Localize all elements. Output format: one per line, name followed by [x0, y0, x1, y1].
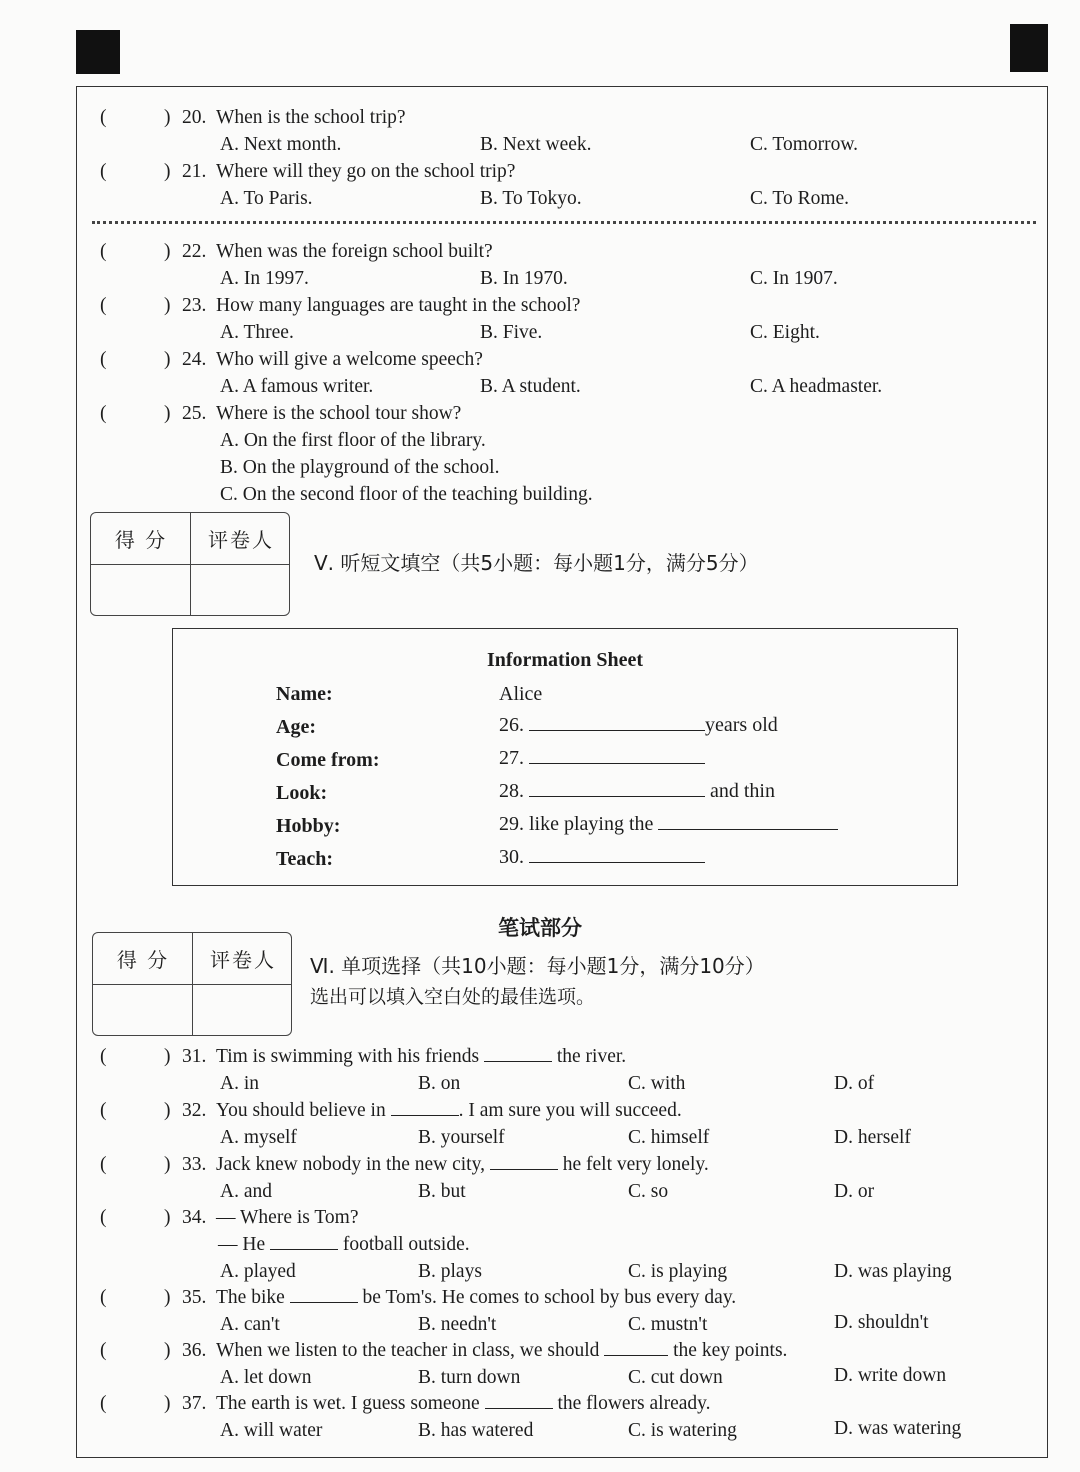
question-text-after: . I am sure you will succeed. [458, 1100, 682, 1121]
option-c: C. cut down [628, 1367, 723, 1388]
answer-paren-left: ( [100, 161, 107, 182]
answer-blank[interactable] [485, 1394, 553, 1409]
question-text: Who will give a welcome speech? [216, 349, 483, 370]
answer-blank[interactable] [529, 716, 705, 731]
answer-paren-right: ) [164, 107, 171, 128]
info-label-teach: Teach: [276, 848, 334, 870]
answer-paren-right: ) [164, 1154, 171, 1175]
answer-blank[interactable] [270, 1235, 338, 1250]
section-vi-instruction: 选出可以填入空白处的最佳选项。 [310, 986, 596, 1008]
answer-paren-right: ) [164, 241, 171, 262]
blank-number: 30. [499, 846, 524, 868]
info-value-come-from [499, 747, 705, 770]
question-text-before: — He [218, 1234, 266, 1255]
option-b: B. Next week. [480, 134, 592, 155]
question-text-line2 [218, 1235, 470, 1255]
info-label-age: Age: [276, 716, 316, 738]
information-sheet-title: Information Sheet [486, 649, 644, 671]
question-text-after: the flowers already. [557, 1393, 711, 1414]
question-text-before: When we listen to the teacher in class, we should [216, 1340, 600, 1361]
answer-blank[interactable] [658, 815, 838, 830]
answer-paren-left: ( [100, 1100, 107, 1121]
option-c: C. In 1907. [750, 268, 838, 289]
option-d: D. write down [834, 1365, 947, 1386]
option-b: B. On the playground of the school. [220, 457, 500, 478]
answer-paren-right: ) [164, 349, 171, 370]
option-a: A. will water [220, 1420, 323, 1441]
question-number: 20. [182, 107, 207, 128]
option-d: D. of [834, 1073, 875, 1094]
option-a: A. in [220, 1073, 259, 1094]
option-c: C. A headmaster. [750, 376, 883, 397]
info-value-hobby [499, 813, 838, 836]
answer-paren-right: ) [164, 403, 171, 424]
option-a: A. myself [220, 1127, 297, 1148]
question-text-after: football outside. [342, 1234, 470, 1255]
option-d: D. shouldn't [834, 1312, 929, 1333]
answer-paren-left: ( [100, 1393, 107, 1414]
question-number: 31. [182, 1046, 207, 1067]
answer-blank[interactable] [529, 749, 705, 764]
blank-number: 28. [499, 780, 524, 802]
info-value-text: Alice [499, 683, 543, 705]
option-a: A. A famous writer. [220, 376, 374, 397]
option-d: D. herself [834, 1127, 911, 1148]
option-c: C. mustn't [628, 1314, 708, 1335]
option-b: B. To Tokyo. [480, 188, 582, 209]
option-d: D. was watering [834, 1418, 962, 1439]
question-text [216, 1155, 709, 1175]
option-b: B. needn't [418, 1314, 497, 1335]
question-text: How many languages are taught in the school? [216, 295, 581, 316]
question-text-after: the key points. [673, 1340, 788, 1361]
score-box [90, 512, 290, 616]
option-c: C. himself [628, 1127, 710, 1148]
answer-blank[interactable] [529, 782, 705, 797]
answer-paren-left: ( [100, 107, 107, 128]
option-b: B. plays [418, 1261, 482, 1282]
option-a: A. Three. [220, 322, 294, 343]
question-number: 33. [182, 1154, 207, 1175]
answer-blank[interactable] [484, 1047, 552, 1062]
question-number: 36. [182, 1340, 207, 1361]
score-box [92, 932, 292, 1036]
option-b: B. A student. [480, 376, 581, 397]
blank-number: 26. [499, 714, 524, 736]
answer-paren-left: ( [100, 1287, 107, 1308]
information-sheet [172, 628, 958, 886]
answer-paren-right: ) [164, 1287, 171, 1308]
answer-paren-right: ) [164, 295, 171, 316]
grader-label: 评卷人 [210, 947, 276, 972]
answer-blank[interactable] [490, 1155, 558, 1170]
option-c: C. To Rome. [750, 188, 850, 209]
section-v-title: Ⅴ. 听短文填空（共5小题：每小题1分，满分5分） [314, 551, 759, 575]
option-a: A. On the first floor of the library. [220, 430, 486, 451]
question-text-after: he felt very lonely. [562, 1154, 709, 1175]
option-c: C. Eight. [750, 322, 820, 343]
question-text: Where will they go on the school trip? [216, 161, 516, 182]
answer-paren-right: ) [164, 1393, 171, 1414]
question-text-before: The bike [216, 1287, 285, 1308]
answer-paren-left: ( [100, 1046, 107, 1067]
info-value-look [499, 780, 775, 803]
question-number: 24. [182, 349, 207, 370]
section-vi-title: Ⅵ. 单项选择（共10小题：每小题1分，满分10分） [310, 954, 765, 978]
option-b: B. but [418, 1181, 466, 1202]
option-b: B. In 1970. [480, 268, 568, 289]
question-number: 32. [182, 1100, 207, 1121]
question-text [216, 1394, 711, 1414]
question-text: When was the foreign school built? [216, 241, 493, 262]
score-label: 得 分 [116, 947, 170, 972]
question-text: — Where is Tom? [216, 1207, 359, 1228]
question-text [216, 1047, 626, 1067]
answer-paren-right: ) [164, 1207, 171, 1228]
info-label-name: Name: [276, 683, 333, 705]
blank-number: 29. like playing the [499, 813, 654, 835]
answer-blank[interactable] [604, 1341, 668, 1356]
score-label: 得 分 [114, 527, 168, 552]
option-c: C. is playing [628, 1261, 728, 1282]
option-b: B. Five. [480, 322, 543, 343]
question-text-after: the river. [556, 1046, 627, 1067]
option-d: D. was playing [834, 1261, 952, 1282]
option-a: A. and [220, 1181, 272, 1202]
question-number: 21. [182, 161, 207, 182]
answer-blank[interactable] [290, 1288, 358, 1303]
option-c: C. with [628, 1073, 686, 1094]
question-text: When is the school trip? [216, 107, 406, 128]
question-text [216, 1101, 682, 1121]
question-text [216, 1288, 736, 1308]
question-number: 37. [182, 1393, 207, 1414]
question-text-before: Tim is swimming with his friends [216, 1046, 480, 1067]
answer-paren-left: ( [100, 1207, 107, 1228]
answer-paren-left: ( [100, 349, 107, 370]
info-label-look: Look: [276, 782, 328, 804]
option-a: A. let down [220, 1367, 312, 1388]
info-label-hobby: Hobby: [276, 815, 341, 837]
question-text-after: be Tom's. He comes to school by bus every day. [362, 1287, 737, 1308]
option-a: A. can't [220, 1314, 280, 1335]
question-number: 34. [182, 1207, 207, 1228]
option-b: B. yourself [418, 1127, 505, 1148]
answer-blank[interactable] [529, 848, 705, 863]
option-c: C. On the second floor of the teaching building. [220, 484, 593, 505]
blank-suffix: and thin [710, 780, 775, 802]
question-text: Where is the school tour show? [216, 403, 462, 424]
info-label-come-from: Come from: [276, 749, 380, 771]
option-c: C. so [628, 1181, 669, 1202]
info-value-name [499, 683, 542, 706]
score-box-row-line [91, 564, 289, 565]
answer-paren-right: ) [164, 1046, 171, 1067]
blank-number: 27. [499, 747, 524, 769]
answer-paren-left: ( [100, 1340, 107, 1361]
question-number: 35. [182, 1287, 207, 1308]
option-a: A. Next month. [220, 134, 342, 155]
question-number: 22. [182, 241, 207, 262]
info-value-age [499, 714, 778, 737]
question-text-before: You should believe in [216, 1100, 386, 1121]
answer-blank[interactable] [391, 1101, 459, 1116]
answer-paren-left: ( [100, 295, 107, 316]
option-a: A. To Paris. [220, 188, 313, 209]
question-number: 25. [182, 403, 207, 424]
option-b: B. on [418, 1073, 461, 1094]
written-part-title: 笔试部分 [498, 916, 582, 940]
option-d: D. or [834, 1181, 875, 1202]
dotted-divider [92, 221, 1036, 224]
answer-paren-right: ) [164, 1340, 171, 1361]
question-text-before: The earth is wet. I guess someone [216, 1393, 480, 1414]
option-b: B. turn down [418, 1367, 521, 1388]
info-value-teach [499, 846, 705, 869]
option-c: C. Tomorrow. [750, 134, 859, 155]
registration-mark-right [1010, 24, 1048, 72]
grader-label: 评卷人 [208, 527, 274, 552]
score-box-row-line [93, 984, 291, 985]
option-a: A. In 1997. [220, 268, 309, 289]
answer-paren-right: ) [164, 161, 171, 182]
blank-suffix: years old [705, 714, 778, 736]
option-a: A. played [220, 1261, 296, 1282]
answer-paren-left: ( [100, 1154, 107, 1175]
option-b: B. has watered [418, 1420, 534, 1441]
answer-paren-left: ( [100, 241, 107, 262]
question-text-before: Jack knew nobody in the new city, [216, 1154, 485, 1175]
question-number: 23. [182, 295, 207, 316]
answer-paren-left: ( [100, 403, 107, 424]
registration-mark-left [76, 30, 120, 74]
question-text [216, 1341, 787, 1361]
option-c: C. is watering [628, 1420, 737, 1441]
answer-paren-right: ) [164, 1100, 171, 1121]
